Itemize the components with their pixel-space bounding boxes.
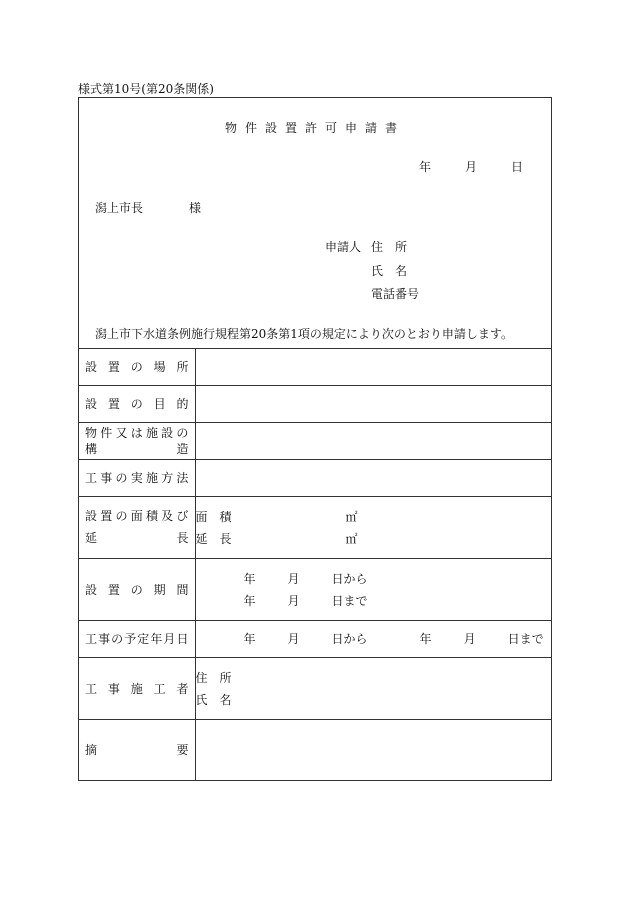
label-char: の: [115, 509, 128, 523]
label-char: 事: [100, 471, 113, 485]
label-char: 面: [130, 509, 143, 523]
method-field[interactable]: [195, 459, 551, 496]
label-char: 又: [115, 425, 128, 440]
label-char: 期: [153, 582, 166, 597]
label-char: 月: [163, 632, 176, 646]
contractor-name-line[interactable]: [196, 688, 552, 710]
applicant-name-label: 氏 名: [371, 264, 408, 278]
label-char: 物: [85, 425, 98, 440]
date-day-label: 日: [510, 160, 523, 174]
remarks-field[interactable]: [195, 719, 551, 780]
area-label-b: 長: [176, 531, 189, 545]
remarks-label-a: 摘: [85, 743, 98, 758]
label-char: は: [130, 425, 143, 440]
label-char: 的: [176, 397, 189, 411]
schedule-from-day: 日から: [331, 632, 368, 646]
label-char: 者: [176, 681, 189, 696]
label-char: 目: [153, 397, 166, 411]
schedule-from-month: 月: [287, 632, 300, 646]
label-char: 工: [85, 632, 98, 646]
label-char: 予: [124, 632, 137, 646]
date-line: [395, 158, 523, 175]
schedule-label: [85, 630, 189, 647]
structure-label-b: 造: [176, 441, 189, 456]
applicant-label: 申請人: [325, 240, 362, 254]
label-char: 工: [153, 681, 166, 696]
contractor-label: [85, 680, 189, 697]
area-sub-label: 面 積: [195, 509, 232, 524]
application-statement: 潟上市下水道条例施行規程第20条第1項の規定により次のとおり申請します。: [95, 327, 513, 341]
row-purpose: [79, 385, 551, 422]
label-char: 積: [145, 509, 158, 523]
period-from-line[interactable]: [196, 567, 552, 589]
label-char: 置: [107, 582, 120, 597]
row-schedule: [79, 620, 551, 657]
applicant-phone-label: 電話番号: [371, 287, 420, 301]
area-unit: ㎡: [345, 509, 358, 524]
label-char: 設: [85, 582, 98, 597]
row-structure: [79, 422, 551, 459]
label-char: 場: [153, 359, 166, 374]
label-char: 工: [85, 471, 98, 485]
label-char: の: [130, 397, 143, 411]
addressee: [95, 199, 201, 216]
label-char: 設: [85, 397, 98, 411]
label-char: 事: [107, 681, 120, 696]
area-label-line1: [85, 505, 189, 527]
row-period: [79, 558, 551, 620]
label-char: の: [130, 582, 143, 597]
period-to-month: 月: [287, 593, 300, 608]
label-char: の: [176, 425, 189, 440]
label-char: 年: [150, 632, 163, 646]
purpose-field[interactable]: [195, 385, 551, 422]
label-char: 設: [85, 359, 98, 374]
contractor-name-label: 氏 名: [195, 692, 232, 707]
length-unit: ㎡: [345, 531, 358, 546]
period-from-day: 日から: [331, 571, 368, 586]
label-char: 件: [100, 425, 113, 440]
form-title: 物件設置許可申請書: [224, 121, 405, 135]
addressee-name: 潟上市長: [95, 201, 144, 215]
row-location: [79, 348, 551, 385]
label-char: 間: [176, 582, 189, 597]
area-line[interactable]: [196, 505, 552, 527]
structure-label-a: 構: [85, 441, 98, 456]
row-contractor: [79, 657, 551, 719]
structure-label-line1: [85, 425, 189, 441]
row-method: [79, 459, 551, 496]
label-char: 日: [176, 632, 189, 646]
purpose-label: [85, 395, 189, 412]
location-field[interactable]: [195, 348, 551, 385]
structure-field[interactable]: [195, 422, 551, 459]
period-from-month: 月: [287, 571, 300, 586]
label-char: 実: [130, 471, 143, 485]
date-month-label: 月: [464, 160, 477, 174]
label-char: 所: [176, 359, 189, 374]
schedule-to-day: 日まで: [507, 632, 544, 646]
schedule-to-year: 年: [419, 632, 432, 646]
label-char: 置: [100, 509, 113, 523]
remarks-label-b: 要: [176, 743, 189, 758]
label-char: 置: [107, 397, 120, 411]
contractor-address-line[interactable]: [196, 666, 552, 688]
label-char: の: [115, 471, 128, 485]
length-line[interactable]: [196, 527, 552, 549]
schedule-from-year: 年: [243, 632, 256, 646]
label-char: 工: [85, 681, 98, 696]
label-char: の: [111, 632, 124, 646]
length-sub-label: 延 長: [195, 531, 232, 546]
label-char: 設: [161, 425, 174, 440]
label-char: 施: [145, 471, 158, 485]
label-char: 事: [98, 632, 111, 646]
method-label: [85, 469, 189, 486]
period-from-year: 年: [243, 571, 256, 586]
contractor-address-label: 住 所: [195, 670, 232, 685]
area-label-a: 延: [85, 531, 98, 545]
period-to-line[interactable]: [196, 589, 552, 611]
label-char: び: [176, 509, 189, 523]
row-remarks: [79, 719, 551, 780]
label-char: 設: [85, 509, 98, 523]
date-year-label: 年: [418, 160, 431, 174]
period-label: [85, 581, 189, 598]
label-char: 方: [161, 471, 174, 485]
period-to-year: 年: [243, 593, 256, 608]
label-char: 定: [137, 632, 150, 646]
addressee-honorific: 様: [189, 201, 202, 215]
form-number: 様式第10号(第20条関係): [78, 82, 214, 96]
applicant-address-label: 住 所: [371, 240, 408, 254]
location-label: [85, 358, 189, 375]
period-to-day: 日まで: [331, 593, 368, 608]
label-char: 施: [130, 681, 143, 696]
label-char: 及: [161, 509, 174, 523]
schedule-line[interactable]: [196, 628, 552, 650]
label-char: 置: [107, 359, 120, 374]
application-form: [78, 97, 552, 781]
application-items-table: [79, 348, 551, 780]
form-header: [79, 98, 551, 349]
label-char: 法: [176, 471, 189, 485]
row-area: [79, 496, 551, 558]
label-char: 施: [145, 425, 158, 440]
label-char: の: [130, 359, 143, 374]
schedule-to-month: 月: [463, 632, 476, 646]
